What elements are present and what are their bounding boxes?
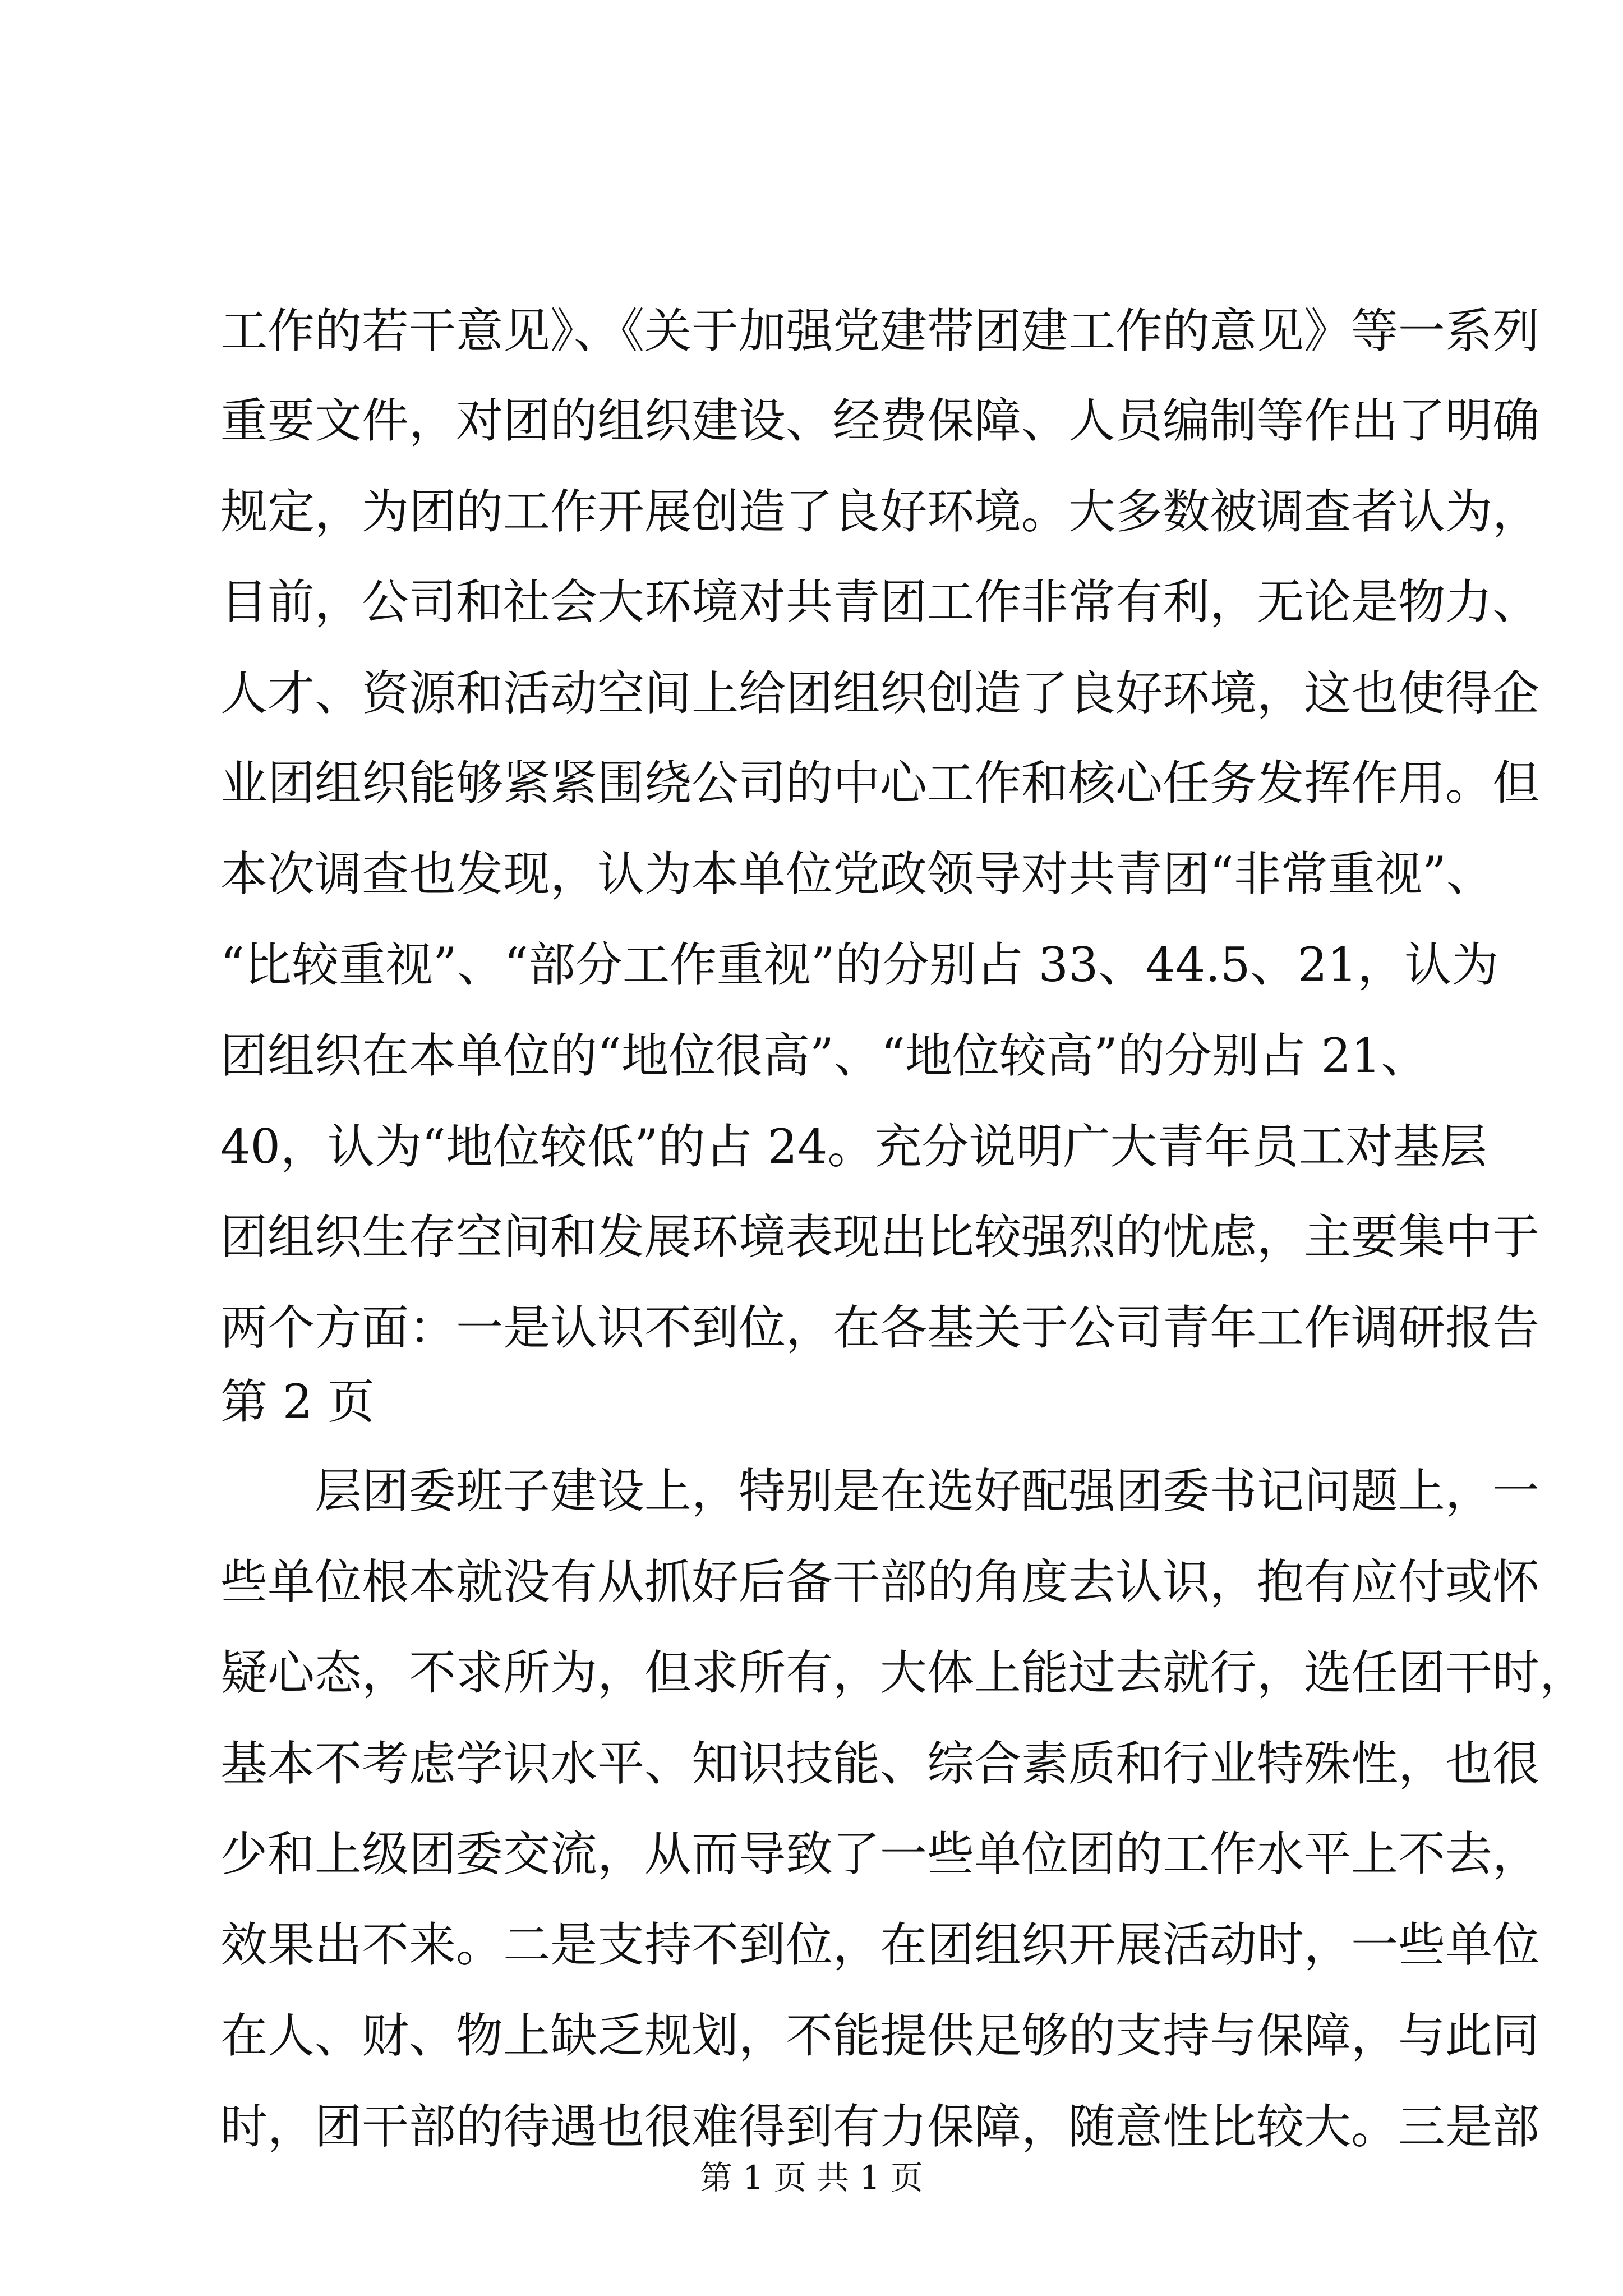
body-text-line: 少和上级团委交流，从而导致了一些单位团的工作水平上不去， <box>220 1826 1540 1881</box>
body-text-line: 疑心态，不求所为，但求所有，大体上能过去就行，选任团干时， <box>220 1645 1587 1700</box>
body-text-line: 本次调查也发现，认为本单位党政领导对共青团“非常重视”、 <box>220 846 1493 901</box>
body-text-line: 业团组织能够紧紧围绕公司的中心工作和核心任务发挥作用。但 <box>220 756 1540 811</box>
body-text-line: 人才、资源和活动空间上给团组织创造了良好环境，这也使得企 <box>220 666 1540 721</box>
body-text-line: 40，认为“地位较低”的占 24。充分说明广大青年员工对基层 <box>220 1119 1487 1174</box>
body-text-line: 团组织在本单位的“地位很高”、“地位较高”的分别占 21、 <box>220 1028 1428 1083</box>
body-text-line: “比较重视”、“部分工作重视”的分别占 33、44.5、21，认为 <box>220 937 1499 992</box>
page-number-inline: 第 2 页 <box>220 1374 375 1429</box>
body-text-line: 工作的若干意见》、《关于加强党建带团建工作的意见》等一系列 <box>220 303 1540 358</box>
body-text-line: 时，团干部的待遇也很难得到有力保障，随意性比较大。三是部 <box>220 2099 1540 2154</box>
body-text-line: 重要文件，对团的组织建设、经费保障、人员编制等作出了明确 <box>220 393 1540 448</box>
paragraph-first-line: 层团委班子建设上，特别是在选好配强团委书记问题上，一 <box>315 1464 1540 1519</box>
body-text-line: 目前，公司和社会大环境对共青团工作非常有利，无论是物力、 <box>220 574 1540 629</box>
body-text-line: 些单位根本就没有从抓好后备干部的角度去认识，抱有应付或怀 <box>220 1554 1540 1609</box>
page-footer: 第 1 页 共 1 页 <box>700 2159 923 2197</box>
body-text-line: 效果出不来。二是支持不到位，在团组织开展活动时，一些单位 <box>220 1917 1540 1972</box>
body-text-line: 在人、财、物上缺乏规划，不能提供足够的支持与保障，与此同 <box>220 2008 1540 2063</box>
body-text-line: 规定，为团的工作开展创造了良好环境。大多数被调查者认为， <box>220 484 1540 539</box>
body-text-line: 基本不考虑学识水平、知识技能、综合素质和行业特殊性，也很 <box>220 1736 1540 1791</box>
body-text-line: 两个方面：一是认识不到位，在各基关于公司青年工作调研报告 <box>220 1300 1540 1355</box>
body-text-line: 团组织生存空间和发展环境表现出比较强烈的忧虑，主要集中于 <box>220 1209 1540 1264</box>
